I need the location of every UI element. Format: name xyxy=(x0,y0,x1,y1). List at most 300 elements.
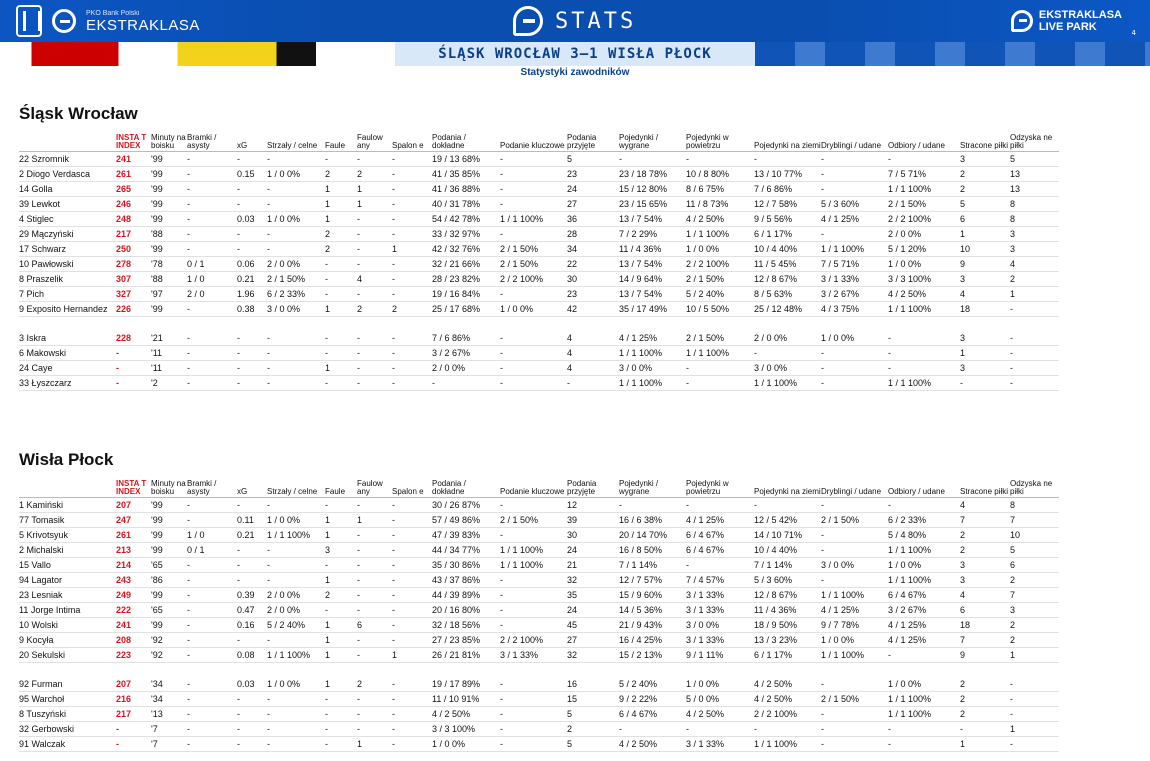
column-header: Spalon e xyxy=(392,480,432,498)
stat-cell: - xyxy=(187,603,237,618)
stat-cell: 2 / 0 0% xyxy=(888,227,960,242)
stat-cell: - xyxy=(821,345,888,360)
stat-cell: - xyxy=(392,618,432,633)
stat-cell: - xyxy=(392,182,432,197)
stat-cell: - xyxy=(1010,691,1059,706)
stat-cell: 1 / 1 100% xyxy=(500,212,567,227)
stats-logo xyxy=(513,6,636,36)
stat-cell: 3 / 3 100% xyxy=(888,272,960,287)
stat-cell: 307 xyxy=(116,272,151,287)
stat-cell: 2 xyxy=(960,706,1010,721)
stat-cell: 1 xyxy=(325,648,357,663)
player-row xyxy=(19,648,1059,663)
stat-cell: '7 xyxy=(151,721,187,736)
player-row xyxy=(19,603,1059,618)
stat-cell: 327 xyxy=(116,287,151,302)
stat-cell: - xyxy=(392,227,432,242)
stat-cell: - xyxy=(357,633,392,648)
stat-cell: - xyxy=(392,212,432,227)
stat-cell: 9 / 5 56% xyxy=(754,212,821,227)
stat-cell: - xyxy=(187,513,237,528)
player-row xyxy=(19,528,1059,543)
stat-cell: 10 xyxy=(960,242,1010,257)
stat-cell: - xyxy=(500,706,567,721)
stat-cell: - xyxy=(187,691,237,706)
stat-cell: 4 xyxy=(567,360,619,375)
player-name: 39 Lewkot xyxy=(19,197,116,212)
stat-cell: - xyxy=(500,152,567,167)
stat-cell: - xyxy=(116,721,151,736)
stat-cell: - xyxy=(267,573,325,588)
stat-cell: '92 xyxy=(151,648,187,663)
player-name: 4 Stiglec xyxy=(19,212,116,227)
column-header: Pojedynki na ziemi xyxy=(754,480,821,498)
stat-cell: 9 xyxy=(960,648,1010,663)
stat-cell: - xyxy=(325,558,357,573)
stat-cell: 5 xyxy=(1010,543,1059,558)
stat-cell: 4 / 2 50% xyxy=(754,677,821,692)
player-row xyxy=(19,360,1059,375)
stat-cell: 2 / 1 50% xyxy=(500,513,567,528)
stat-cell: 43 / 37 86% xyxy=(432,573,500,588)
player-row xyxy=(19,375,1059,390)
stat-cell: - xyxy=(888,360,960,375)
player-row xyxy=(19,212,1059,227)
player-name: 11 Jorge Intima xyxy=(19,603,116,618)
stat-cell: - xyxy=(187,706,237,721)
stat-cell: 1 / 1 100% xyxy=(267,528,325,543)
stat-cell: 5 xyxy=(1010,152,1059,167)
stat-cell: 6 xyxy=(960,603,1010,618)
stat-cell: - xyxy=(187,167,237,182)
stat-cell: 2 xyxy=(357,167,392,182)
stat-cell: 4 / 1 25% xyxy=(619,331,686,346)
stat-cell: - xyxy=(237,375,267,390)
stat-cell: '34 xyxy=(151,691,187,706)
stat-cell: 4 / 2 50% xyxy=(686,212,754,227)
stat-cell: 27 xyxy=(567,633,619,648)
stat-cell: - xyxy=(267,345,325,360)
row-spacer xyxy=(19,663,1059,677)
stat-cell: 3 / 0 0% xyxy=(754,360,821,375)
stat-cell: - xyxy=(500,498,567,513)
stat-cell: 1 xyxy=(325,513,357,528)
stat-cell: 13 xyxy=(1010,182,1059,197)
stat-cell: 26 / 21 81% xyxy=(432,648,500,663)
stat-cell: 1 xyxy=(325,302,357,317)
player-name: 9 Kocyła xyxy=(19,633,116,648)
stat-cell: - xyxy=(821,152,888,167)
stat-cell: 5 xyxy=(960,197,1010,212)
stat-cell: - xyxy=(187,360,237,375)
stat-cell: 1 / 0 xyxy=(187,272,237,287)
stat-cell: - xyxy=(187,375,237,390)
stat-cell: 1 xyxy=(392,648,432,663)
player-name: 7 Pich xyxy=(19,287,116,302)
stat-cell: 1 / 1 100% xyxy=(754,375,821,390)
stat-cell: - xyxy=(267,721,325,736)
stat-cell: 23 / 15 65% xyxy=(619,197,686,212)
stat-cell: - xyxy=(357,360,392,375)
player-name: 2 Diogo Verdasca xyxy=(19,167,116,182)
stat-cell: - xyxy=(357,227,392,242)
stat-cell: - xyxy=(267,182,325,197)
stat-cell: - xyxy=(357,528,392,543)
stat-cell: - xyxy=(392,513,432,528)
stat-cell: 1 / 1 100% xyxy=(267,648,325,663)
stat-cell: 5 xyxy=(567,706,619,721)
home-stats-table xyxy=(19,134,1059,391)
stat-cell: - xyxy=(267,706,325,721)
stat-cell: 36 xyxy=(567,212,619,227)
stat-cell: 1 / 1 100% xyxy=(888,375,960,390)
stat-cell: 3 xyxy=(960,272,1010,287)
brand-name: EKSTRAKLASA xyxy=(86,16,200,34)
stat-cell: 7 / 2 29% xyxy=(619,227,686,242)
brand-small: PKO Bank Polski xyxy=(86,9,140,17)
stat-cell: - xyxy=(500,691,567,706)
stat-cell: 7 / 1 14% xyxy=(619,558,686,573)
column-header: Faulow any xyxy=(357,134,392,152)
stat-cell: 1 xyxy=(325,633,357,648)
stat-cell: - xyxy=(357,212,392,227)
stat-cell: 2 / 0 xyxy=(187,287,237,302)
stats-icon xyxy=(513,6,543,36)
stat-cell: '99 xyxy=(151,167,187,182)
stat-cell: '99 xyxy=(151,618,187,633)
stat-cell: '78 xyxy=(151,257,187,272)
stat-cell: 2 / 1 50% xyxy=(821,513,888,528)
column-header: Faule xyxy=(325,480,357,498)
stat-cell: 1 xyxy=(1010,721,1059,736)
stat-cell: - xyxy=(392,633,432,648)
stat-cell: 1 / 0 0% xyxy=(500,302,567,317)
stat-cell: - xyxy=(500,345,567,360)
stat-cell: - xyxy=(619,152,686,167)
stat-cell: 4 xyxy=(960,287,1010,302)
stat-cell: 44 / 39 89% xyxy=(432,588,500,603)
stat-cell: - xyxy=(500,167,567,182)
stat-cell: - xyxy=(500,182,567,197)
spacer-cell xyxy=(19,663,1059,677)
stat-cell: 1 / 0 0% xyxy=(888,257,960,272)
stat-cell: - xyxy=(267,691,325,706)
stat-cell: '92 xyxy=(151,633,187,648)
stat-cell: 1 / 1 100% xyxy=(821,648,888,663)
column-header: xG xyxy=(237,480,267,498)
top-header xyxy=(0,0,1150,42)
stat-cell: 5 / 0 0% xyxy=(686,691,754,706)
stat-cell: 3 / 1 33% xyxy=(500,648,567,663)
stat-cell: 241 xyxy=(116,152,151,167)
player-name: 8 Tuszyński xyxy=(19,706,116,721)
stat-cell: 0.15 xyxy=(237,167,267,182)
stat-cell: - xyxy=(392,498,432,513)
column-header: Pojedynki / wygrane xyxy=(619,480,686,498)
column-header: Pojedynki w powietrzu xyxy=(686,480,754,498)
stat-cell: - xyxy=(392,736,432,751)
stat-cell: 1 / 0 0% xyxy=(267,167,325,182)
stat-cell: 207 xyxy=(116,498,151,513)
stat-cell: - xyxy=(619,721,686,736)
stat-cell: 2 xyxy=(325,167,357,182)
stat-cell: - xyxy=(392,543,432,558)
stat-cell: 0.38 xyxy=(237,302,267,317)
stat-cell: 1 xyxy=(325,360,357,375)
player-row xyxy=(19,558,1059,573)
column-header: Odbiory / udane xyxy=(888,134,960,152)
stat-cell: 32 / 18 56% xyxy=(432,618,500,633)
stat-cell: - xyxy=(116,345,151,360)
stat-cell: 2 xyxy=(1010,633,1059,648)
stat-cell: 261 xyxy=(116,167,151,182)
stat-cell: 217 xyxy=(116,706,151,721)
column-header: INSTA T INDEX xyxy=(116,134,151,152)
stat-cell: 28 xyxy=(567,227,619,242)
stat-cell: 3 / 1 33% xyxy=(686,603,754,618)
stat-cell: '99 xyxy=(151,197,187,212)
stat-cell: 35 / 30 86% xyxy=(432,558,500,573)
stat-cell: 24 xyxy=(567,543,619,558)
stat-cell: 2 / 1 50% xyxy=(500,242,567,257)
stat-cell: 1 xyxy=(325,573,357,588)
stat-cell: 6 xyxy=(1010,558,1059,573)
column-header: Podania przyjęte xyxy=(567,134,619,152)
stat-cell: 8 xyxy=(1010,197,1059,212)
stat-cell: 214 xyxy=(116,558,151,573)
stat-cell: 1 / 0 0% xyxy=(267,212,325,227)
stat-cell: 11 / 4 36% xyxy=(754,603,821,618)
player-row xyxy=(19,242,1059,257)
player-row xyxy=(19,677,1059,692)
stat-cell: '99 xyxy=(151,212,187,227)
stat-cell: 1 / 1 100% xyxy=(500,543,567,558)
stat-cell: - xyxy=(821,677,888,692)
stat-cell: 30 xyxy=(567,528,619,543)
stat-cell: - xyxy=(500,736,567,751)
stat-cell: 4 / 1 25% xyxy=(821,603,888,618)
stat-cell: 1 / 0 0% xyxy=(432,736,500,751)
column-header xyxy=(19,480,116,498)
stat-cell: - xyxy=(187,677,237,692)
stat-cell: - xyxy=(237,543,267,558)
stat-cell: 2 / 0 0% xyxy=(754,331,821,346)
stat-cell: 16 xyxy=(567,677,619,692)
stat-cell: 19 / 17 89% xyxy=(432,677,500,692)
stat-cell: 1 xyxy=(325,528,357,543)
stat-cell: - xyxy=(821,360,888,375)
stat-cell: 1 / 1 100% xyxy=(888,543,960,558)
stat-cell: - xyxy=(392,573,432,588)
player-row xyxy=(19,331,1059,346)
stat-cell: - xyxy=(325,721,357,736)
stat-cell: 1 / 0 0% xyxy=(821,633,888,648)
stat-cell: 2 / 1 50% xyxy=(686,272,754,287)
stat-cell: - xyxy=(500,227,567,242)
stat-cell: 6 / 4 67% xyxy=(686,528,754,543)
stat-cell: 7 xyxy=(1010,513,1059,528)
player-name: 95 Warchoł xyxy=(19,691,116,706)
stat-cell: 1 / 1 100% xyxy=(754,736,821,751)
column-header: Faulow any xyxy=(357,480,392,498)
stat-cell: 208 xyxy=(116,633,151,648)
stat-cell: - xyxy=(821,227,888,242)
stat-cell: '99 xyxy=(151,528,187,543)
stat-cell: - xyxy=(357,498,392,513)
stat-cell: 2 xyxy=(960,677,1010,692)
stat-cell: 1 / 1 100% xyxy=(888,691,960,706)
stat-cell: 14 / 9 64% xyxy=(619,272,686,287)
stat-cell: 18 / 9 50% xyxy=(754,618,821,633)
stat-cell: 265 xyxy=(116,182,151,197)
stat-cell: - xyxy=(267,360,325,375)
stat-cell: 5 / 1 20% xyxy=(888,242,960,257)
stat-cell: 2 / 0 0% xyxy=(267,588,325,603)
stat-cell: 6 / 1 17% xyxy=(754,648,821,663)
stat-cell: 2 / 2 100% xyxy=(686,257,754,272)
stat-cell: 223 xyxy=(116,648,151,663)
stat-cell: 7 / 5 71% xyxy=(821,257,888,272)
stat-cell: 3 / 3 100% xyxy=(432,721,500,736)
stat-cell: 1 / 0 0% xyxy=(686,242,754,257)
stat-cell: - xyxy=(888,152,960,167)
player-name: 22 Szromnik xyxy=(19,152,116,167)
page-subtitle: Statystyki zawodników xyxy=(520,67,630,78)
stat-cell: 12 / 8 67% xyxy=(754,272,821,287)
column-header: Bramki / asysty xyxy=(187,134,237,152)
stat-cell: 39 xyxy=(567,513,619,528)
stat-cell: 1 / 0 0% xyxy=(888,677,960,692)
stat-cell: - xyxy=(754,345,821,360)
stat-cell: - xyxy=(357,706,392,721)
stat-cell: 5 / 3 60% xyxy=(754,573,821,588)
stat-cell: 24 xyxy=(567,182,619,197)
stat-cell: '11 xyxy=(151,345,187,360)
stat-cell: - xyxy=(357,345,392,360)
stat-cell: 3 / 0 0% xyxy=(686,618,754,633)
stat-cell: 7 / 6 86% xyxy=(432,331,500,346)
stat-cell: - xyxy=(500,331,567,346)
stat-cell: - xyxy=(357,721,392,736)
stat-cell: 5 xyxy=(567,152,619,167)
column-header: Minuty na boisku xyxy=(151,479,186,496)
stat-cell: 1 xyxy=(325,618,357,633)
column-header: Podania / dokładne xyxy=(432,134,500,152)
stat-cell: - xyxy=(357,257,392,272)
stat-cell: - xyxy=(821,167,888,182)
stat-cell: - xyxy=(357,242,392,257)
stat-cell: 6 / 4 67% xyxy=(619,706,686,721)
stat-cell: - xyxy=(392,331,432,346)
stat-cell: 14 / 5 36% xyxy=(619,603,686,618)
stat-cell: 1 xyxy=(357,197,392,212)
stat-cell: - xyxy=(325,287,357,302)
stat-cell: - xyxy=(325,375,357,390)
stat-cell: - xyxy=(357,691,392,706)
stat-cell: 7 xyxy=(960,513,1010,528)
stat-cell: 12 / 8 67% xyxy=(754,588,821,603)
stat-cell: - xyxy=(754,152,821,167)
stat-cell: 33 / 32 97% xyxy=(432,227,500,242)
stat-cell: 15 / 9 60% xyxy=(619,588,686,603)
stat-cell: 2 xyxy=(960,167,1010,182)
stat-cell: 1 / 1 100% xyxy=(500,558,567,573)
stat-cell: - xyxy=(821,182,888,197)
stat-cell: - xyxy=(392,197,432,212)
stat-cell: 2 xyxy=(960,543,1010,558)
stat-cell: '97 xyxy=(151,287,187,302)
stat-cell: 4 xyxy=(567,331,619,346)
stat-cell: 18 xyxy=(960,302,1010,317)
stats-label: STATS xyxy=(555,8,637,34)
stat-cell: - xyxy=(1010,360,1059,375)
stat-cell: 6 / 1 17% xyxy=(754,227,821,242)
stat-cell: - xyxy=(187,345,237,360)
stat-cell: 15 / 12 80% xyxy=(619,182,686,197)
stat-cell: 1 xyxy=(960,736,1010,751)
stat-cell: 5 / 4 80% xyxy=(888,528,960,543)
stat-cell: - xyxy=(888,345,960,360)
stat-cell: 10 / 4 40% xyxy=(754,543,821,558)
stat-cell: 2 / 1 50% xyxy=(821,691,888,706)
column-header: Podanie kluczowe xyxy=(500,134,567,152)
player-row xyxy=(19,257,1059,272)
stat-cell: 3 / 2 67% xyxy=(432,345,500,360)
stat-cell: 278 xyxy=(116,257,151,272)
column-header: INSTA T INDEX xyxy=(116,480,151,498)
stat-cell: 23 / 18 78% xyxy=(619,167,686,182)
stat-cell: - xyxy=(237,360,267,375)
stat-cell: - xyxy=(187,573,237,588)
stat-cell: 1 / 1 100% xyxy=(619,345,686,360)
stat-cell: 249 xyxy=(116,588,151,603)
stat-cell: 1 xyxy=(960,227,1010,242)
stat-cell: 12 xyxy=(567,498,619,513)
live-park-logo xyxy=(1011,9,1122,33)
column-header: Faule xyxy=(325,134,357,152)
stat-cell: - xyxy=(686,360,754,375)
player-row xyxy=(19,227,1059,242)
stat-cell: - xyxy=(821,498,888,513)
stat-cell: - xyxy=(187,498,237,513)
stat-cell: 0.47 xyxy=(237,603,267,618)
stat-cell: - xyxy=(821,375,888,390)
stat-cell: 3 / 0 0% xyxy=(267,302,325,317)
player-name: 91 Walczak xyxy=(19,736,116,751)
stat-cell: - xyxy=(888,721,960,736)
live-park-line2: LIVE PARK xyxy=(1038,21,1097,33)
stat-cell: - xyxy=(357,573,392,588)
stat-cell: - xyxy=(392,167,432,182)
stat-cell: 1 xyxy=(960,345,1010,360)
stat-cell: 2 xyxy=(357,302,392,317)
stat-cell: '88 xyxy=(151,227,187,242)
stat-cell: - xyxy=(392,375,432,390)
stat-cell: '86 xyxy=(151,573,187,588)
player-name: 77 Tomasik xyxy=(19,513,116,528)
stat-cell: 1 / 0 0% xyxy=(267,677,325,692)
stat-cell: 11 / 5 45% xyxy=(754,257,821,272)
stat-cell: - xyxy=(392,588,432,603)
stat-cell: 25 / 12 48% xyxy=(754,302,821,317)
stat-cell: - xyxy=(357,648,392,663)
stat-cell: - xyxy=(325,736,357,751)
stat-cell: - xyxy=(325,331,357,346)
player-name: 6 Makowski xyxy=(19,345,116,360)
stat-cell: 10 / 5 50% xyxy=(686,302,754,317)
stat-cell: 1 / 0 xyxy=(187,528,237,543)
stat-cell: 243 xyxy=(116,573,151,588)
